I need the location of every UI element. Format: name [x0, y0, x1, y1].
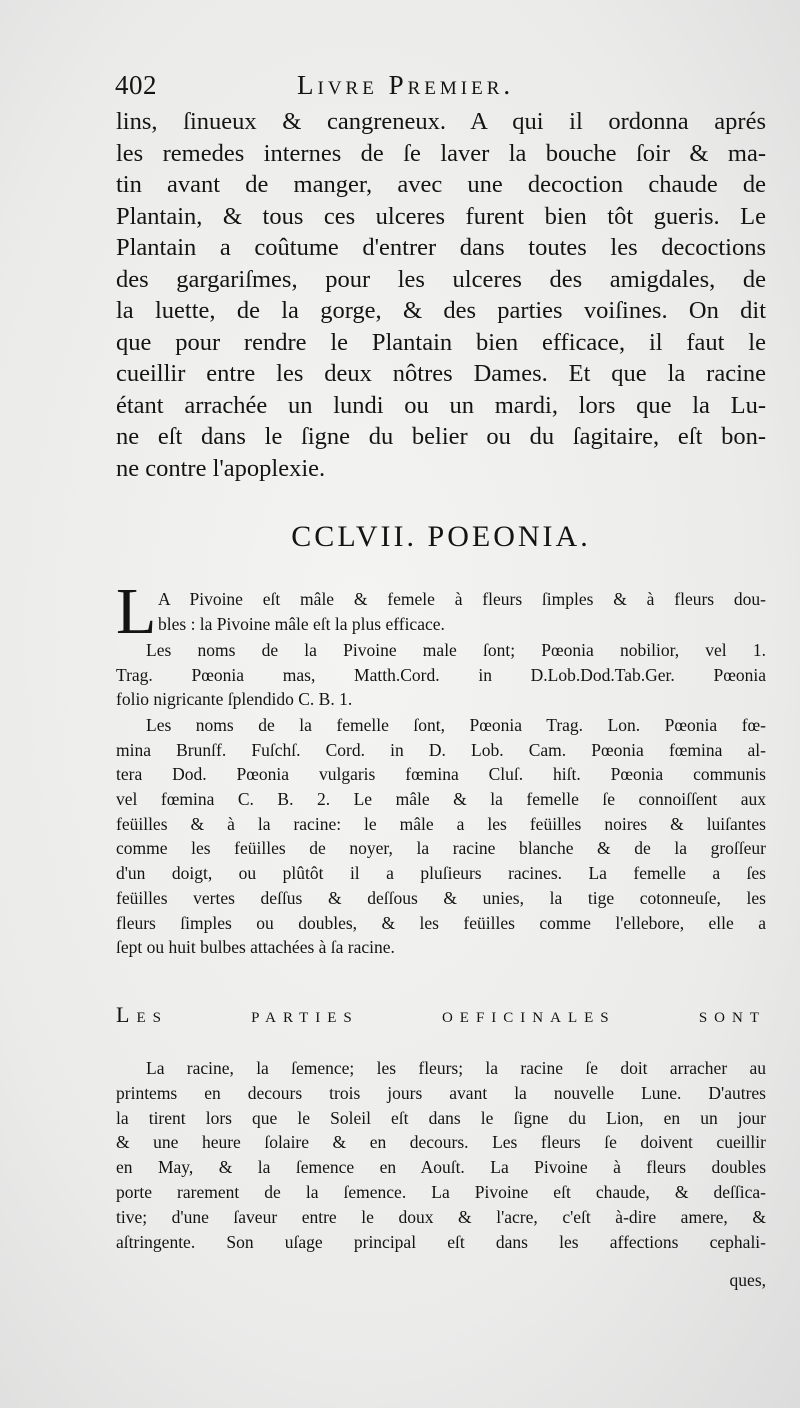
running-head: [115, 70, 765, 104]
text-line: feüilles vertes deſſus & deſſous & unies, la tige cotonneuſe, les: [116, 887, 766, 908]
subsection-heading: Les parties oeficinales sont: [116, 1002, 766, 1027]
text-line: ſept ou huit bulbes attachées à ſa racine.: [116, 937, 395, 958]
text-line: les remedes internes de ſe laver la bouche ſoir & ma-: [116, 139, 766, 167]
drop-cap: L: [116, 575, 157, 648]
text-line: A Pivoine eſt mâle & femele à fleurs ſimples & à fleurs dou-: [158, 589, 766, 609]
text-line: Les noms de la Pivoine male ſont; Pœonia nobilior, vel 1.: [146, 640, 766, 660]
text-line: aſtringente. Son uſage principal eſt dans les affections cephali-: [116, 1231, 766, 1252]
text-line: feüilles & à la racine: le mâle a les feüilles noires & luiſantes: [116, 813, 766, 834]
paragraph-intro: [116, 587, 766, 636]
text-line: Plantain a coûtume d'entrer dans toutes les decoctions: [116, 234, 766, 261]
paragraph-officinal-parts: [116, 1056, 766, 1254]
catchword: ques,: [729, 1270, 766, 1290]
text-line: ne contre l'apoplexie.: [116, 454, 326, 482]
text-line: vel fœmina C. B. 2. Le mâle & la femelle ſe connoiſſent aux: [116, 789, 766, 810]
text-line: étant arrachée un lundi ou un mardi, lors que la Lu-: [116, 391, 766, 419]
text-line: en May, & la ſemence en Aouſt. La Pivoine à fleurs doubles: [116, 1157, 766, 1178]
catchword-block: [116, 1268, 766, 1293]
paragraph-female-names: [116, 713, 766, 960]
text-line: des gargariſmes, pour les ulceres des amigdales, de: [116, 265, 766, 293]
text-line: la luette, de la gorge, & des parties voiſines. On dit: [116, 297, 766, 324]
page-number: 402: [115, 70, 157, 100]
paragraph-male-names: [116, 638, 766, 712]
text-line: printems en decours trois jours avant la nouvelle Lune. D'autres: [116, 1082, 766, 1103]
text-line: lins, ſinueux & cangreneux. A qui il ordonna aprés: [116, 108, 766, 135]
text-line: tin avant de manger, avec une decoction chaude de: [116, 171, 766, 198]
text-line: Les noms de la femelle ſont, Pœonia Trag. Lon. Pœonia fœ-: [146, 715, 766, 735]
text-line: ne eſt dans le ſigne du belier ou du ſagitaire, eſt bon-: [116, 423, 766, 450]
text-line: & une heure ſolaire & en decours. Les fleurs ſe doivent cueillir: [116, 1132, 766, 1153]
text-line: folio nigricante ſplendido C. B. 1.: [116, 689, 353, 710]
text-line: porte rarement de la ſemence. La Pivoine eſt chaude, & deſſica-: [116, 1181, 766, 1202]
text-line: bles : la Pivoine mâle eſt la plus efficace.: [158, 613, 445, 634]
text-line: fleurs ſimples ou doubles, & les feüilles comme l'ellebore, elle a: [116, 912, 766, 933]
text-line: cueillir entre les deux nôtres Dames. Et que la racine: [116, 360, 766, 387]
text-line: Plantain, & tous ces ulceres furent bien tôt gueris. Le: [116, 202, 766, 230]
book-title: Livre Premier.: [297, 70, 515, 100]
section-heading: CCLVII. POEONIA.: [291, 520, 591, 553]
text-line: La racine, la ſemence; les fleurs; la racine ſe doit arracher au: [146, 1058, 766, 1078]
text-line: comme les feüilles de noyer, la racine blanche & de la groſſeur: [116, 838, 766, 859]
paragraph-continuation: [116, 106, 766, 484]
text-line: tive; d'une ſaveur entre le doux & l'acre, c'eſt à-dire amere, &: [116, 1206, 766, 1227]
text-line: la tirent lors que le Soleil eſt dans le ſigne du Lion, en un jour: [116, 1107, 766, 1128]
text-line: tera Dod. Pœonia vulgaris fœmina Cluſ. hiſt. Pœonia communis: [116, 764, 766, 785]
text-line: d'un doigt, ou plûtôt il a pluſieurs racines. La femelle a ſes: [116, 863, 766, 884]
text-line: Trag. Pœonia mas, Matth.Cord. in D.Lob.Dod.Tab.Ger. Pœonia: [116, 664, 766, 685]
text-line: que pour rendre le Plantain bien efficace, il faut le: [116, 328, 766, 356]
text-line: mina Brunſf. Fuſchſ. Cord. in D. Lob. Cam. Pœonia fœmina al-: [116, 739, 766, 760]
